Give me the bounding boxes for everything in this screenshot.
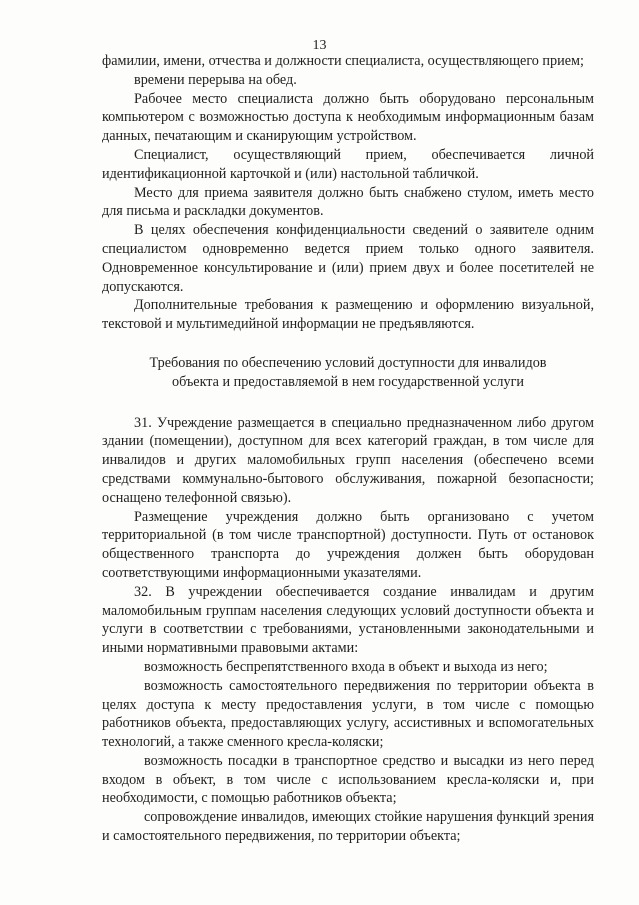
paragraph: Размещение учреждения должно быть организовано с учетом территориальной (в том числе транспортной) доступности. Путь от остановок общественного транспорта до учреждения должен быть оборудован соответствующими информационными указателями. (102, 508, 594, 581)
list-paragraph: сопровождение инвалидов, имеющих стойкие нарушения функций зрения и самостоятельного передвижения, по территории объекта; (102, 809, 594, 845)
document-body (102, 52, 594, 846)
page-number: 13 (312, 38, 327, 53)
section-heading-line: объекта и предоставляемой в нем государственной услуги (171, 373, 524, 390)
paragraph: фамилии, имени, отчества и должности специалиста, осуществляющего прием; (102, 53, 584, 69)
paragraph: Дополнительные требования к размещению и оформлению визуальной, текстовой и мультимедийной информации не предъявляются. (102, 297, 594, 333)
list-paragraph: возможность беспрепятственного входа в объект и выхода из него; (144, 658, 548, 675)
paragraph: Место для приема заявителя должно быть снабжено стулом, иметь место для письма и раскладки документов. (102, 184, 594, 220)
paragraph: Специалист, осуществляющий прием, обеспечивается личной идентификационной карточкой и (или) настольной табличкой. (102, 146, 594, 182)
list-paragraph: возможность посадки в транспортное средство и высадки из него перед входом в объект, в том числе с использованием кресла-коляски и, при необходимости, с помощью работников объекта; (102, 752, 594, 807)
paragraph: В целях обеспечения конфиденциальности сведений о заявителе одним специалистом одновременно ведется прием только одного заявителя. Одновременное консультирование и (или) прием двух и более посетителей не допускаются. (102, 222, 594, 295)
paragraph: Рабочее место специалиста должно быть оборудовано персональным компьютером с возможностью доступа к необходимым информационным базам данных, печатающим и сканирующим устройством. (102, 90, 594, 145)
paragraph: 31. Учреждение размещается в специально предназначенном либо другом здании (помещении), доступном для всех категорий граждан, в том числе для инвалидов и других маломобильных групп населения (обеспечено всеми средствами коммунально-бытового обслуживания, пожарной безопасности; оснащено телефонной связью). (102, 414, 594, 506)
section-heading-line: Требования по обеспечению условий доступности для инвалидов (149, 354, 547, 371)
paragraph: 32. В учреждении обеспечивается создание инвалидам и другим маломобильным группам населения следующих условий доступности объекта и услуги в соответствии с требованиями, установленными законодательными и иными нормативными правовыми актами: (102, 583, 594, 657)
section-heading (102, 354, 594, 392)
list-paragraph: возможность самостоятельного передвижения по территории объекта в целях доступа к месту предоставления услуги, в том числе с помощью работников объекта, предоставляющих услугу, ассистивных и вспомогательных технологий, а также сменного кресла-коляски; (102, 677, 594, 751)
paragraph: времени перерыва на обед. (134, 71, 297, 88)
